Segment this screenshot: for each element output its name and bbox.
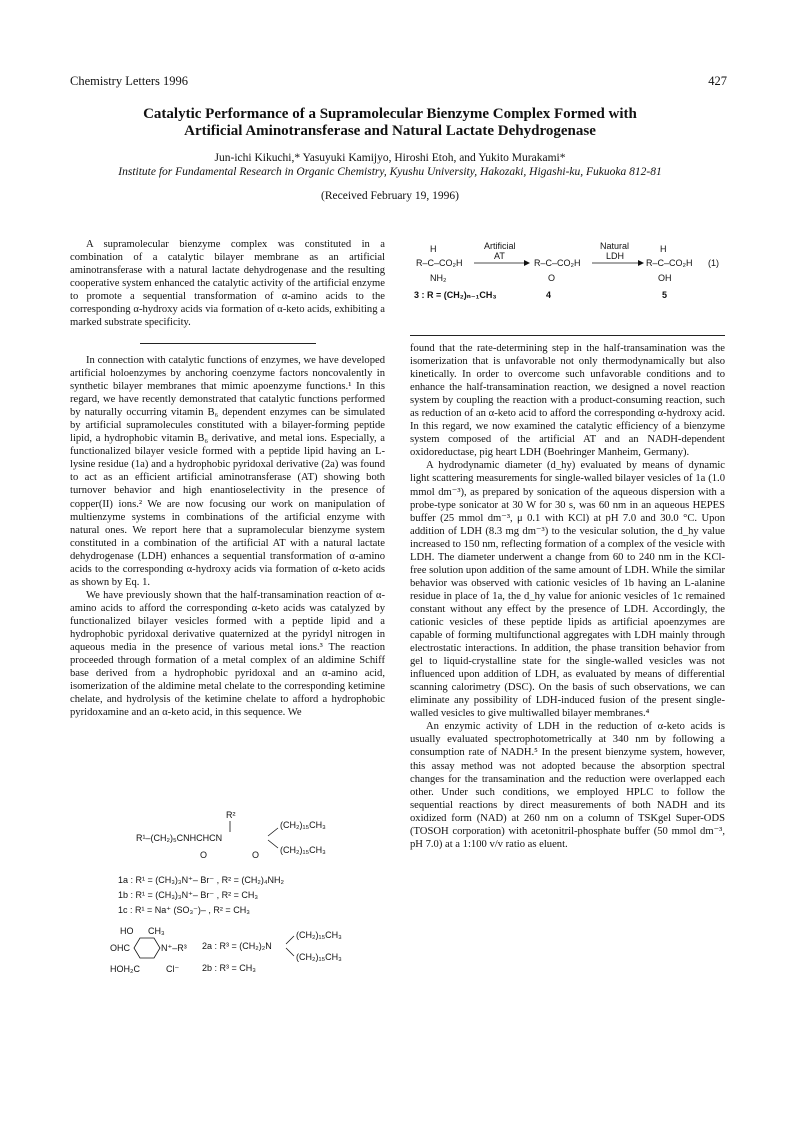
compound-5-label: 5 (662, 290, 668, 300)
lipid-chain-1: (CH₂)₁₅CH₃ (280, 820, 326, 830)
scheme-oh: OH (658, 273, 672, 283)
scheme-artificial-label: Artificial (484, 241, 516, 251)
received-date: (Received February 19, 1996) (321, 190, 459, 202)
r2-label: R² (226, 810, 236, 820)
scheme-divider (410, 335, 725, 336)
compound-2a-def: 2a : R³ = (CH₂)₂N (202, 941, 272, 951)
abstract-divider (140, 343, 316, 344)
scheme-amino-acid: R–C–CO₂H (416, 258, 463, 268)
compound-4-label: 4 (546, 290, 552, 300)
scheme-hydroxy-acid: R–C–CO₂H (646, 258, 693, 268)
compound-1c-def: 1c : R¹ = Na⁺ (SO₃⁻)– , R² = CH₃ (118, 905, 250, 915)
pyridine-ring-icon (134, 938, 160, 958)
lipid-formula: R¹–(CH₂)₅CNHCHCN (136, 833, 223, 843)
paragraph-intro: In connection with catalytic functions of enzymes, we have developed artificial holoenzymes by anchoring coenzyme factors noncovalently in synthetic bilayer membranes that mimic apoenzyme functions.¹ In this regard, we have recently demonstrated that catalytic functions performed by naturally occurring vitamin B₆ dependent enzymes can be simulated by artificial supramolecules constituted with a bilayer-forming peptide lipid, a hydrophobic vitamin B₆ derivative, and metal ions. Especially, a functionalized bilayer vesicle formed with a peptide lipid having an L-lysine residue (1a) and a hydrophobic pyridoxal derivative (2a) was found to act as an efficient artificial aminotransferase (AT) showing both turnover behavior and high enantioselectivity in the presence of copper(II) ions.² We are now focusing our work on manipulation of multienzyme systems in combinations of the artificial enzyme with natural ones. We report here that a supramolecular bienzyme system constituted in a combination of the artificial AT with a natural lactate dehydrogenase (LDH) enhances a sequential transformation of α-amino acids to the corresponding α-hydroxy acids via formation of α-keto acids as shown by Eq. 1. (70, 355, 385, 588)
left-column-body (70, 354, 385, 719)
paragraph-mechanism: We have previously shown that the half-transamination reaction of α-amino acids to afford the corresponding α-keto acids was catalyzed by functionalized bilayer vesicles formed with a peptide lipid and a hydrophobic pyridoxal derivative quaternized at the pyridyl nitrogen in aqueous media in the presence of various metal ions.³ The reaction proceeded through formation of a metal complex of an aldimine Schiff base derived from a hydrophobic pyridoxal and an α-amino acid, isomerization of the aldimine metal chelate to the corresponding ketimine chelate, and hydrolysis of the ketimine chelate to afford a hydrophobic pyridoxamine and an α-keto acid, in this sequence. We (70, 589, 385, 719)
compound-2a-chain-1: (CH₂)₁₅CH₃ (296, 930, 342, 940)
scheme-nh2: NH₂ (430, 273, 447, 283)
compound-1a-def: 1a : R¹ = (CH₃)₃N⁺– Br⁻ , R² = (CH₂)₄NH₂ (118, 875, 285, 885)
pyridoxal-hoh2c: HOH₂C (110, 964, 140, 974)
pyridoxal-cl: Cl⁻ (166, 964, 180, 974)
pyridoxal-n: N⁺–R³ (161, 943, 187, 953)
compound-2a-chain-2: (CH₂)₁₅CH₃ (296, 952, 342, 962)
paragraph-ldh-assay: An enzymic activity of LDH in the reduction of α-keto acids is usually evaluated spectrophotometrically at 340 nm by following a consumption rate of NADH.⁵ In the present bienzyme system, however, this assay method was not adopted because the absorption spectral changes for the transamination and the reduction were overlapped each other. Under such conditions, we employed HPLC to follow the sequential reactions by direct measurements of both NADH and its oxidized form (NAD) at 260 nm on a column of TSKgel Super-ODS (TOSOH corporation) with acetonitril-phosphate buffer (50 mmol dm⁻³, pH 7.0) at a 1:100 v/v ratio as eluent. (410, 721, 725, 850)
abstract (70, 238, 385, 329)
paragraph-light-scattering: A hydrodynamic diameter (d_hy) evaluated by means of dynamic light scattering measurements for single-walled bilayer vesicles of 1a (1.0 mmol dm⁻³), as prepared by sonication of the aqueous dispersion with a probe-type sonicator at 30 W for 30 s, was 60 nm in an aqueous HEPES buffer (25 mmol dm⁻³, μ 0.1 with KCl) at pH 7.0 and 30.0 °C. Upon addition of LDH (8.3 mg dm⁻³) to the vesicular solution, the d_hy value increased to 150 nm, reflecting formation of a complex of the vesicle with LDH. The diameter underwent a change from 60 to 240 nm in the KCl-free solution upon addition of the same amount of LDH. While the similar behavior was observed with cationic vesicles of 1b having an L-alanine residue in place of 1a, the d_hy value for anionic vesicles of 1c remained constant without any effect by the presence of LDH. Accordingly, the cationic vesicles of these peptide lipids as artificial apoenzymes are capable of forming multifunctional aggregates with LDH mainly through electrostatic interactions. In addition, the phase transition behavior from gel to liquid-crystalline state for the single-walled vesicles was not influenced upon addition of LDH, as evaluated by means of differential scanning calorimetry (DSC). On the basis of such observations, we can eliminate any possibility of LDH-induced fusion of the present single-walled vesicles to give multiwalled bilayer membranes.⁴ (410, 460, 725, 720)
title-line-1: Catalytic Performance of a Supramolecular Bienzyme Complex Formed with (143, 106, 637, 122)
right-column-body (410, 342, 725, 851)
structure-figure (110, 808, 370, 978)
paragraph-continuation: found that the rate-determining step in the half-transamination was the isomerization that is unfavorable not only thermodynamically but also kinetically. In order to overcome such unfavorable conditions and to enhance the half-transamination reaction, we designed a novel reaction system by coupling the reaction with a product-consuming reaction, such as reduction of an α-keto acid to afford the corresponding α-hydroxy acid. In this regard, we now examined the catalytic efficiency of a bienzyme system composed of the artificial AT and an NADH-dependent oxidoreductase, pig heart LDH (Boehringer Manheim, Germany). (410, 343, 725, 459)
pyridoxal-ohc: OHC (110, 943, 130, 953)
title-line-2: Artificial Aminotransferase and Natural Lactate Dehydrogenase (184, 123, 596, 139)
page-number: 427 (708, 74, 727, 88)
scheme-h-2: H (660, 244, 667, 254)
author-list: Jun-ichi Kikuchi,* Yasuyuki Kamijyo, Hiroshi Etoh, and Yukito Murakami* (214, 152, 566, 164)
scheme-at-label: AT (494, 251, 505, 261)
lipid-chain-2: (CH₂)₁₅CH₃ (280, 845, 326, 855)
compound-3-def: 3 : R = (CH₂)ₙ₋₁CH₃ (414, 290, 497, 300)
journal-header: Chemistry Letters 1996 (70, 74, 189, 88)
lipid-oxygen-1: O (200, 850, 208, 860)
scheme-ldh-label: LDH (606, 251, 625, 261)
scheme-h-1: H (430, 244, 437, 254)
lipid-oxygen-2: O (252, 850, 260, 860)
scheme-keto-acid: R–C–CO₂H (534, 258, 581, 268)
affiliation: Institute for Fundamental Research in Organic Chemistry, Kyushu University, Hakozaki, Higashi-ku, Fukuoka 812-81 (118, 166, 662, 178)
abstract-text: A supramolecular bienzyme complex was constituted in a combination of a catalytic bilayer membrane as an artificial aminotransferase with a natural lactate dehydrogenase and the resulting cooperative system enhanced the catalytic activity of the artificial enzyme to promote a sequential transformation of α-amino acids to the corresponding α-hydroxy acids via formation of α-keto acids, exhibiting a marked substrate specificity. (70, 239, 385, 329)
reaction-scheme (412, 240, 727, 306)
compound-2b-def: 2b : R³ = CH₃ (202, 963, 256, 973)
scheme-oxygen: O (548, 273, 556, 283)
scheme-natural-label: Natural (600, 241, 630, 251)
pyridoxal-ho: HO (120, 926, 134, 936)
equation-number: (1) (708, 258, 719, 268)
compound-1b-def: 1b : R¹ = (CH₃)₃N⁺– Br⁻ , R² = CH₃ (118, 890, 259, 900)
article-title (90, 106, 690, 140)
pyridoxal-ch3: CH₃ (148, 926, 165, 936)
